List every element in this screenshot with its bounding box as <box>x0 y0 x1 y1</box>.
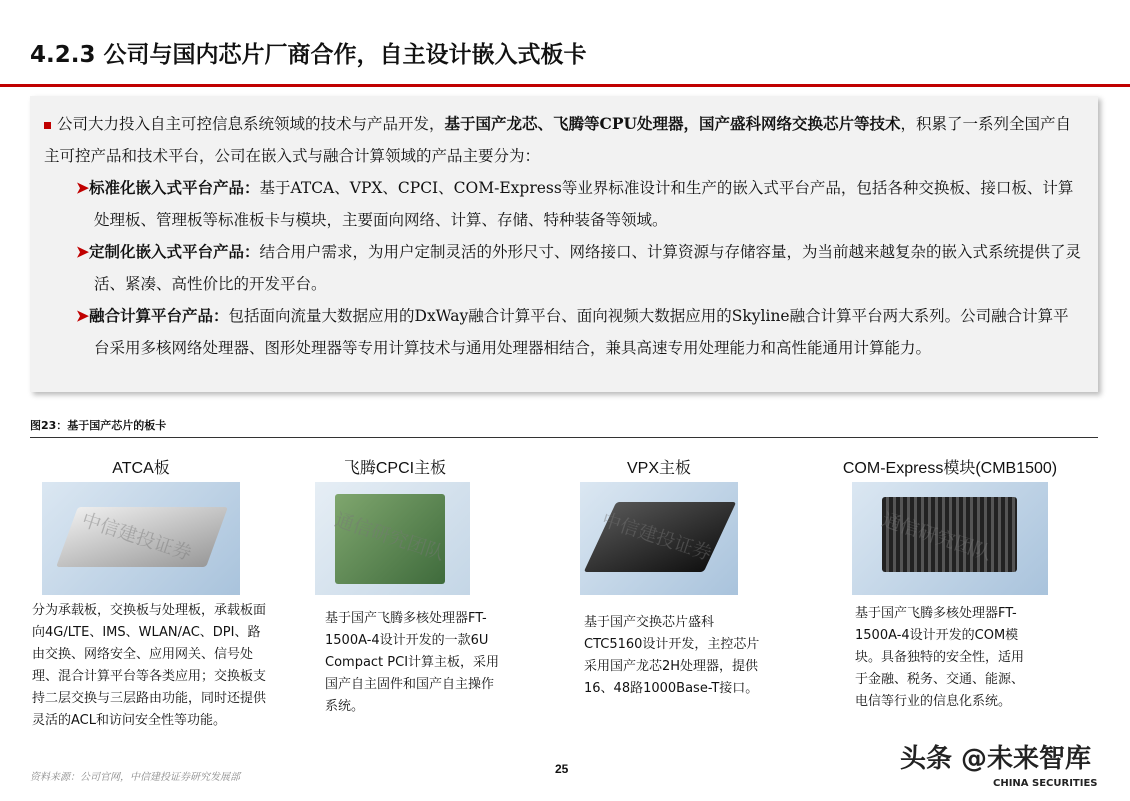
figure-caption: 图23：基于国产芯片的板卡 <box>30 419 167 432</box>
cpci-board-image <box>315 482 470 595</box>
brand-logo <box>900 744 1098 789</box>
arrow-bullet-icon: ➤ <box>76 306 89 325</box>
category-text: 基于ATCA、VPX、CPCI、COM-Express等业界标准设计和生产的嵌入式平台产品，包括各种交换板、接口板、计算处理板、管理板等标准板卡与模块，主要面向网络、计算、存储、特种装备等领域。 <box>94 179 1074 229</box>
product-title-atca: ATCA板 <box>112 460 170 477</box>
watermark-firm: 中信建投证券 <box>598 508 715 566</box>
logo-text: 头条 @未来智库 <box>900 744 1092 774</box>
product-category <box>44 236 1084 300</box>
category-label: 定制化嵌入式平台产品： <box>89 242 260 261</box>
product-desc-vpx: 基于国产交换芯片盛科CTC5160设计开发，主控芯片采用国产龙芯2H处理器，提供16、48路1000Base-T接口。 <box>584 615 760 696</box>
intro-text-2: ，积累了一系列全国产自主可控产品和技术平台，公司在嵌入式与融合计算领域的产品主要分为： <box>44 115 1072 165</box>
title-divider <box>0 84 1130 87</box>
product-desc-cpci: 基于国产飞腾多核处理器FT-1500A-4设计开发的一款6U Compact PCI计算主板，采用国产自主固件和国产自主操作系统。 <box>325 611 500 714</box>
category-text: 结合用户需求，为用户定制灵活的外形尺寸、网络接口、计算资源与存储容量，为当前越来越复杂的嵌入式系统提供了灵活、紧凑、高性价比的开发平台。 <box>94 243 1082 293</box>
intro-paragraph <box>44 108 1084 172</box>
watermark-firm-2: 中信建投证券 <box>78 508 195 566</box>
product-title-vpx: VPX主板 <box>626 460 692 477</box>
vpx-board-image <box>580 482 738 595</box>
watermark-team-2: 通信研究团队 <box>331 508 448 566</box>
product-category <box>44 172 1084 236</box>
product-desc-atca: 分为承载板，交换板与处理板，承载板面向4G/LTE、IMS、WLAN/AC、DPI、路由交换、网络安全、应用网关、信号处理、混合计算平台等各类应用；交换板支持二层交换与三层路由功能，同时还提供灵活的ACL和访问安全性等功能。 <box>32 603 267 728</box>
category-label: 标准化嵌入式平台产品： <box>89 178 260 197</box>
summary-box <box>30 96 1098 392</box>
source-note: 资料来源：公司官网，中信建投证券研究发展部 <box>30 772 240 783</box>
atca-board-image <box>42 482 240 595</box>
watermark-team: 通信研究团队 <box>878 508 995 566</box>
category-text: 包括面向流量大数据应用的DxWay融合计算平台、面向视频大数据应用的Skyline融合计算平台两大系列。公司融合计算平台采用多核网络处理器、图形处理器等专用计算技术与通用处理器相结合，兼具高速专用处理能力和高性能通用计算能力。 <box>94 307 1069 357</box>
category-label: 融合计算平台产品： <box>89 306 229 325</box>
intro-text: 公司大力投入自主可控信息系统领域的技术与产品开发， <box>57 115 445 133</box>
product-category <box>44 300 1084 364</box>
product-title-com: COM-Express模块(CMB1500) <box>842 460 1058 477</box>
product-title-cpci: 飞腾CPCI主板 <box>343 460 447 477</box>
arrow-bullet-icon: ➤ <box>76 178 89 197</box>
bullet-icon <box>44 122 51 129</box>
com-module-image <box>852 482 1048 595</box>
intro-bold: 基于国产龙芯、飞腾等CPU处理器，国产盛科网络交换芯片等技术 <box>444 114 901 133</box>
arrow-bullet-icon: ➤ <box>76 242 89 261</box>
page-number: 25 <box>555 762 569 776</box>
product-desc-com: 基于国产飞腾多核处理器FT-1500A-4设计开发的COM模块。具备独特的安全性，适用于金融、税务、交通、能源、电信等行业的信息化系统。 <box>855 606 1025 709</box>
caption-divider <box>30 437 1098 438</box>
page-title: 4.2.3 公司与国内芯片厂商合作，自主设计嵌入式板卡 <box>30 42 587 68</box>
logo-subtext: CHINA SECURITIES <box>993 778 1098 789</box>
